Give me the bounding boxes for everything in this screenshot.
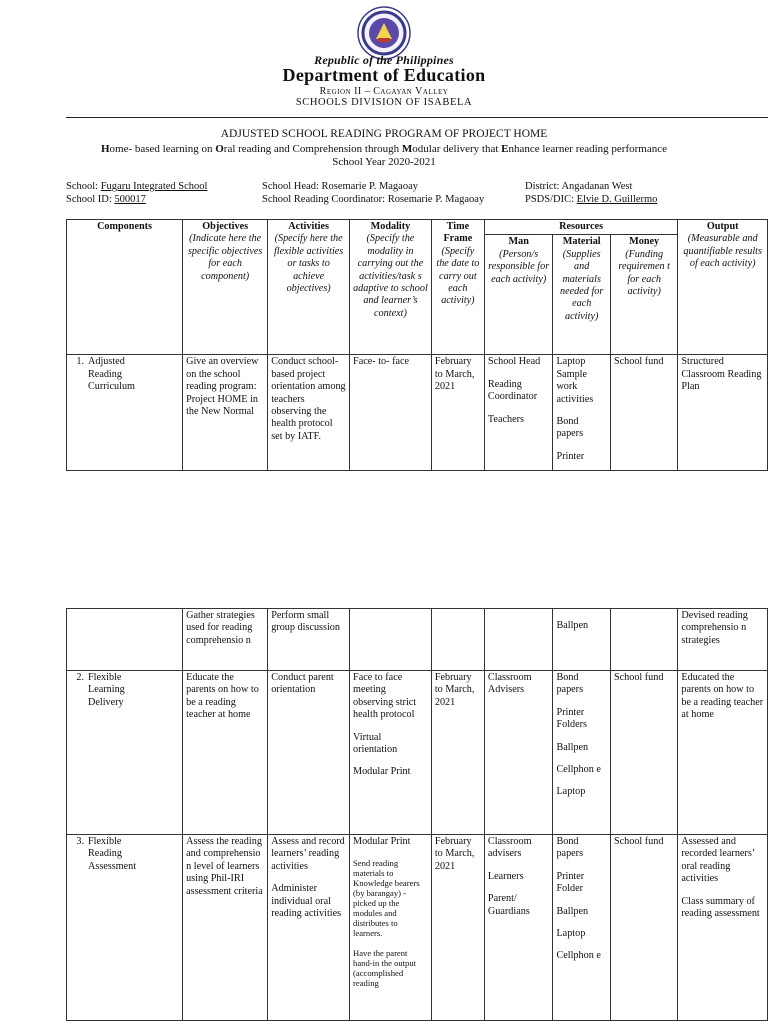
school-id: School ID: 500017 [66, 194, 146, 205]
program-table-page2 [66, 608, 768, 1021]
col-components: Components [67, 220, 183, 355]
header-region: Region II – Cagayan Valley [319, 86, 449, 97]
reading-coordinator: School Reading Coordinator: Rosemarie P. Magaoay [262, 194, 485, 205]
row1b-activity: Perform small group discussion [268, 609, 350, 671]
row3-output: Assessed and recorded learners’ oral reading activities Class summary of reading assessment [678, 835, 768, 1021]
row1-component: 1. Adjusted Reading Curriculum [67, 355, 183, 471]
col-money: Money (Funding requiremen t for each activity) [610, 235, 677, 355]
row1-output: Structured Classroom Reading Plan [678, 355, 768, 471]
row2-time: February to March, 2021 [431, 671, 484, 835]
col-resources: Resources [484, 220, 677, 235]
row3-man: Classroom advisers Learners Parent/ Guardians [484, 835, 553, 1021]
col-man: Man (Person/s responsible for each activity) [484, 235, 553, 355]
col-material: Material (Supplies and materials needed for each activity) [553, 235, 610, 355]
row2-modality: Face to face meeting observing strict health protocol Virtual orientation Modular Print [350, 671, 432, 835]
school-year: School Year 2020-2021 [332, 156, 436, 168]
row2-man: Classroom Advisers [484, 671, 553, 835]
row3-material: Bond papers Printer Folder Ballpen Laptop Cellphon e [553, 835, 610, 1021]
row1-material: Laptop Sample work activities Bond papers Printer [553, 355, 610, 471]
table-row [67, 355, 768, 471]
row3-component: 3. Flexible Reading Assessment [67, 835, 183, 1021]
district: District: Angadanan West [525, 181, 633, 192]
row1-activity: Conduct school-based project orientation among teachers observing the health protocol set by IATF. [268, 355, 350, 471]
row2-component: 2. Flexible Learning Delivery [67, 671, 183, 835]
row1b-material: Ballpen [553, 609, 610, 671]
row1-modality: Face- to- face [350, 355, 432, 471]
row3-modality: Modular Print Send reading materials to Knowledge bearers (by barangay) - picked up the modules and distributes to learners. Have the parent hand-in the output (accomplished reading [350, 835, 432, 1021]
row3-objective: Assess the reading and comprehensio n level of learners using Phil-IRI assessment criteria [183, 835, 268, 1021]
school-name: School: Fugaru Integrated School [66, 181, 208, 192]
row3-activity: Assess and record learners’ reading activities Administer individual oral reading activities [268, 835, 350, 1021]
document-subtitle: Home- based learning on Oral reading and Comprehension through Modular delivery that Enhance learner reading performance [100, 143, 668, 155]
header-republic: Republic of the Philippines [314, 53, 454, 67]
psds: PSDS/DIC: Elvie D. Guillermo [525, 194, 658, 205]
table-row [67, 671, 768, 835]
header-department: Department of Education [282, 65, 486, 85]
row2-money: School fund [610, 671, 677, 835]
header-division: SCHOOLS DIVISION OF ISABELA [295, 97, 473, 108]
row1-man: School Head Reading Coordinator Teachers [484, 355, 553, 471]
program-table-page1 [66, 219, 768, 471]
row2-activity: Conduct parent orientation [268, 671, 350, 835]
document-title: ADJUSTED SCHOOL READING PROGRAM OF PROJECT HOME [220, 128, 548, 140]
header-divider [66, 117, 768, 118]
row2-objective: Educate the parents on how to be a reading teacher at home [183, 671, 268, 835]
row3-time: February to March, 2021 [431, 835, 484, 1021]
table-row [67, 835, 768, 1021]
deped-seal-logo [357, 6, 411, 60]
row3-money: School fund [610, 835, 677, 1021]
row1-objective: Give an overview on the school reading program: Project HOME in the New Normal [183, 355, 268, 471]
col-modality: Modality (Specify the modality in carrying out the activities/task s adaptive to school and learner’s context) [350, 220, 432, 355]
school-head: School Head: Rosemarie P. Magaoay [262, 181, 419, 192]
row1-time: February to March, 2021 [431, 355, 484, 471]
col-time-frame: Time Frame (Specify the date to carry out each activity) [431, 220, 484, 355]
row2-output: Educated the parents on how to be a reading teacher at home [678, 671, 768, 835]
col-output: Output (Measurable and quantifiable results of each activity) [678, 220, 768, 355]
row1b-output: Devised reading comprehensio n strategies [678, 609, 768, 671]
col-activities: Activities (Specify here the flexible activities or tasks to achieve objectives) [268, 220, 350, 355]
row1-money: School fund [610, 355, 677, 471]
table-row [67, 609, 768, 671]
row1b-objective: Gather strategies used for reading comprehensio n [183, 609, 268, 671]
row2-material: Bond papers Printer Folders Ballpen Cellphon e Laptop [553, 671, 610, 835]
col-objectives: Objectives (Indicate here the specific objectives for each component) [183, 220, 268, 355]
